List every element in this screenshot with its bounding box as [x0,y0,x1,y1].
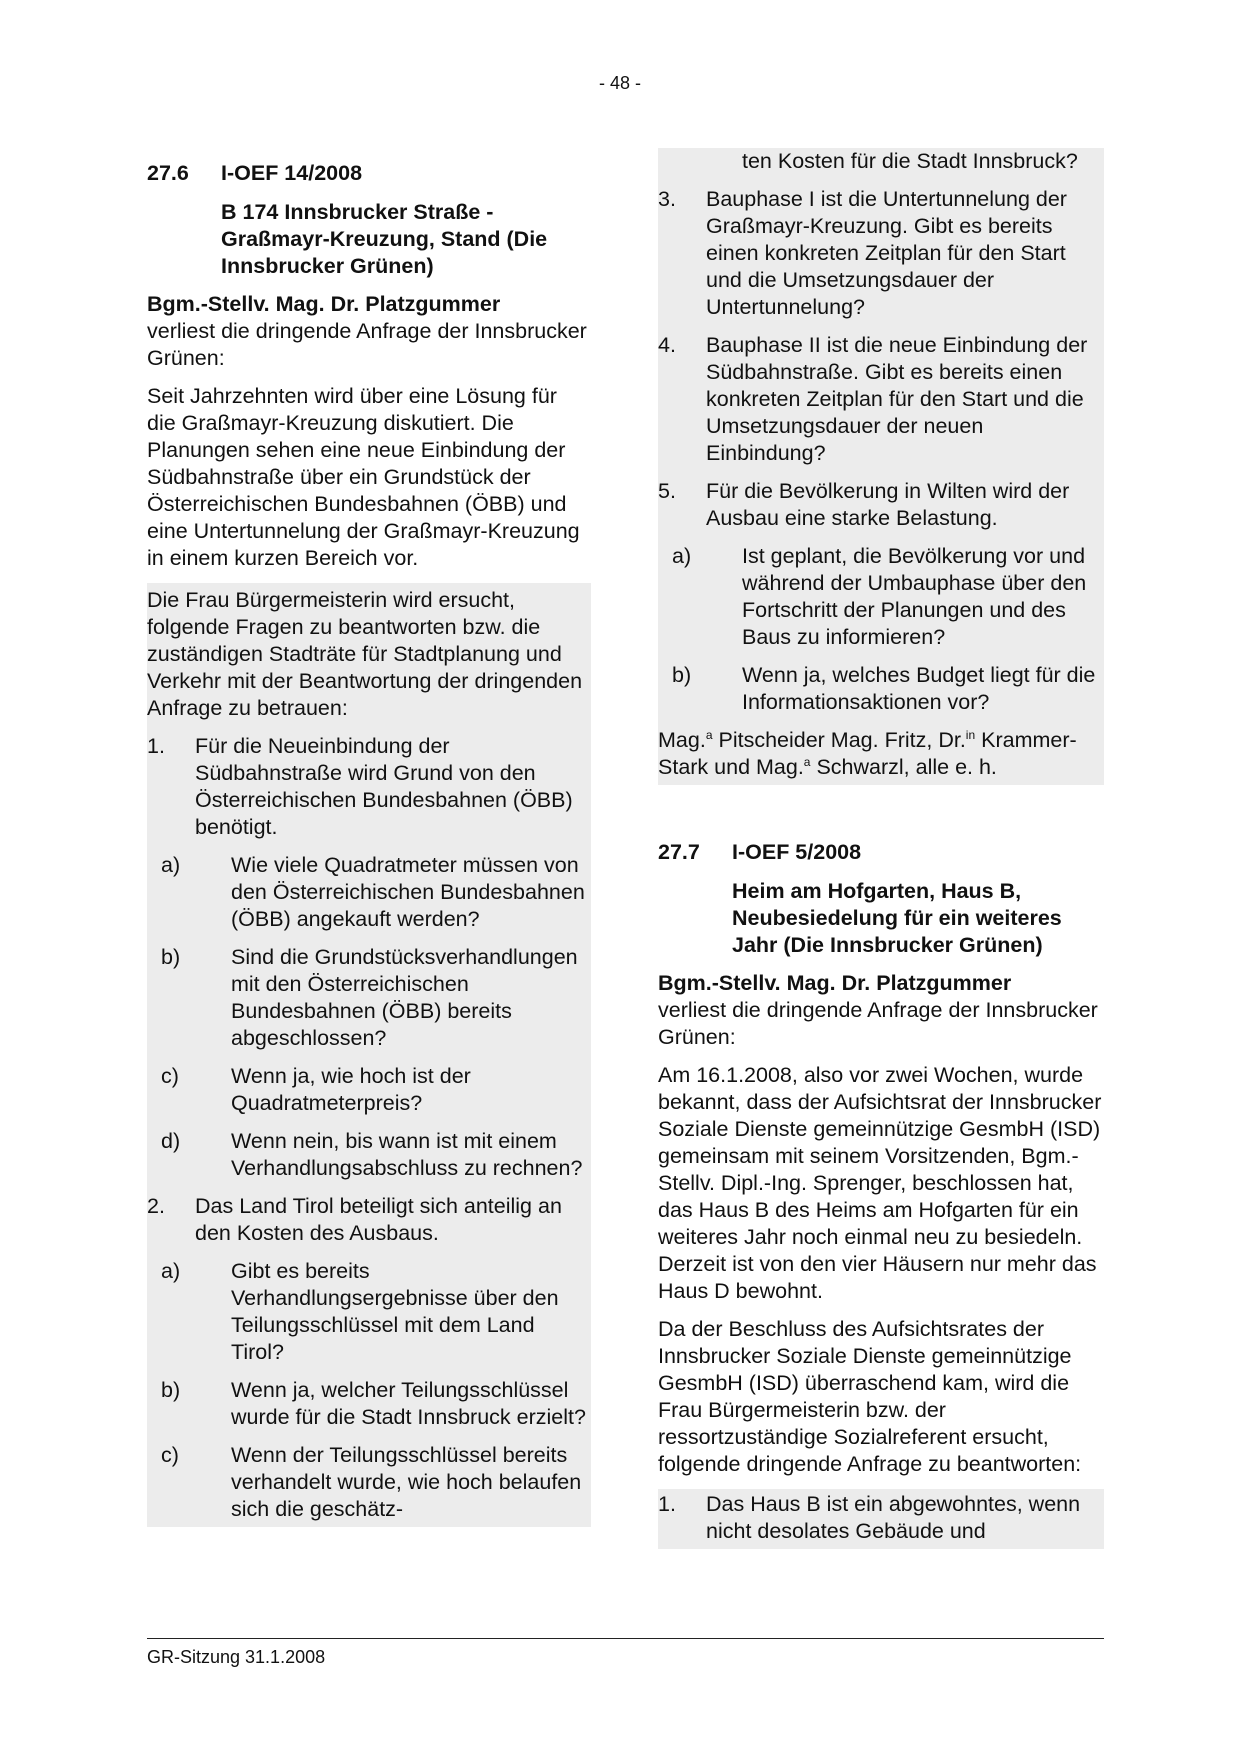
inquiry-box [147,583,591,1527]
signature-superscript: a [705,727,713,742]
item-text: Bauphase I ist die Untertunnelung der Graßmayr-Kreuzung. Gibt es bereits einen konkreten Zeitplan für den Start und die Umsetzungsdauer der Untertunnelung? [706,187,1067,319]
item-text: Wenn ja, wie hoch ist der Quadratmeterpreis? [231,1064,471,1115]
item-text: Bauphase II ist die neue Einbindung der Südbahnstraße. Gibt es bereits einen konkreten Zeitplan für den Start und die Umsetzungsdauer der neuen Einbindung? [706,333,1088,465]
question-item [658,186,1104,321]
question-item [658,1491,1104,1545]
item-text: Wenn ja, welcher Teilungsschlüssel wurde für die Stadt Innsbruck erzielt? [231,1378,586,1429]
item-text: Sind die Grundstücksverhandlungen mit den Österreichischen Bundesbahnen (ÖBB) bereits abgeschlossen? [231,945,578,1050]
body-paragraph: Da der Beschluss des Aufsichtsrates der Innsbrucker Soziale Dienste gemeinnützige GesmbH (ISD) überraschend kam, wird die Frau Bürgermeisterin bzw. der ressortzuständige Sozialreferent ersucht, folgende dringende Anfrage zu beantworten: [658,1317,1082,1476]
intro-paragraph: Seit Jahrzehnten wird über eine Lösung für die Graßmayr-Kreuzung diskutiert. Die Planungen sehen eine neue Einbindung der Südbahnstraße über ein Grundstück der Österreichischen Bundesbahnen (ÖBB) und eine Untertunnelung der Graßmayr-Kreuzung in einem kurzen Bereich vor. [147,384,580,570]
item-text: Das Land Tirol beteiligt sich anteilig an den Kosten des Ausbaus. [195,1194,562,1245]
right-column [658,148,1104,1549]
item-text: Gibt es bereits Verhandlungsergebnisse über den Teilungsschlüssel mit dem Land Tirol? [231,1259,559,1364]
sub-question-item [147,852,591,933]
section-number: 27.6 [147,161,189,185]
speaker-name: Bgm.-Stellv. Mag. Dr. Platzgummer [658,971,1012,995]
item-text: Ist geplant, die Bevölkerung vor und während der Umbauphase über den Fortschritt der Planungen und des Baus zu informieren? [742,544,1087,649]
item-marker: b) [161,945,181,969]
sub-question-item [147,1442,591,1523]
speaker-paragraph [147,291,591,372]
item-marker: a) [672,544,692,568]
footer-divider [147,1638,1104,1639]
signature-part: Schwarzl, alle e. h. [810,755,997,779]
continued-text: ten Kosten für die Stadt Innsbruck? [742,149,1078,173]
signature-part: Krammer-Stark und Mag. [658,728,1077,779]
item-marker: 4. [658,333,676,357]
section-title: Heim am Hofgarten, Haus B, Neubesiedelung für ein weiteres Jahr (Die Innsbrucker Grünen) [732,879,1062,957]
item-marker: c) [161,1064,179,1088]
section-heading-27-6 [147,160,591,187]
section-number: 27.7 [658,840,700,864]
signature-superscript: a [803,754,811,769]
speaker-paragraph [658,970,1104,1051]
sub-question-item [147,1128,591,1182]
item-marker: b) [672,663,692,687]
sub-question-item [658,543,1104,651]
item-marker: 1. [658,1492,676,1516]
item-text: Wenn ja, welches Budget liegt für die Informationsaktionen vor? [742,663,1096,714]
signature-superscript: in [965,727,976,742]
inquiry-box [658,1489,1104,1549]
item-marker: a) [161,1259,181,1283]
sub-question-item [147,944,591,1052]
question-item [658,332,1104,467]
signature-part: Mag. [658,728,706,752]
inquiry-box-continued [658,148,1104,785]
item-marker: 5. [658,479,676,503]
section-code: I-OEF 14/2008 [221,161,363,185]
question-item [147,1193,591,1247]
section-title: B 174 Innsbrucker Straße - Graßmayr-Kreuzung, Stand (Die Innsbrucker Grünen) [221,200,548,278]
request-paragraph: Die Frau Bürgermeisterin wird ersucht, folgende Fragen zu beantworten bzw. die zuständigen Stadträte für Stadtplanung und Verkehr mit der Beantwortung der dringenden Anfrage zu betrauen: [147,588,583,720]
item-text: Wenn nein, bis wann ist mit einem Verhandlungsabschluss zu rechnen? [231,1129,583,1180]
item-marker: d) [161,1129,181,1153]
section-code: I-OEF 5/2008 [732,840,862,864]
sub-question-item [147,1377,591,1431]
signature-line [658,727,1104,781]
item-marker: 1. [147,734,165,758]
item-marker: a) [161,853,181,877]
item-marker: c) [161,1443,179,1467]
sub-question-item [147,1258,591,1366]
item-marker: 2. [147,1194,165,1218]
question-item [658,478,1104,532]
sub-question-item [147,1063,591,1117]
section-heading-27-7 [658,839,1104,866]
left-column [147,160,591,1527]
item-text: Das Haus B ist ein abgewohntes, wenn nicht desolates Gebäude und [706,1492,1081,1543]
signature-part: Pitscheider Mag. Fritz, Dr. [712,728,966,752]
item-text: Wenn der Teilungsschlüssel bereits verhandelt wurde, wie hoch belaufen sich die geschätz- [231,1443,582,1521]
item-marker: b) [161,1378,181,1402]
body-paragraph: Am 16.1.2008, also vor zwei Wochen, wurde bekannt, dass der Aufsichtsrat der Innsbrucker Soziale Dienste gemeinnützige GesmbH (ISD) gemeinsam mit seinem Vorsitzenden, Bgm.-Stellv. Dipl.-Ing. Sprenger, beschlossen hat, das Haus B des Heims am Hofgarten für ein weiteres Jahr noch einmal neu zu besiedeln. Derzeit ist von den vier Häusern nur mehr das Haus D bewohnt. [658,1063,1102,1303]
speaker-action: verliest die dringende Anfrage der Innsbrucker Grünen: [147,319,587,370]
item-marker: 3. [658,187,676,211]
item-text: Wie viele Quadratmeter müssen von den Österreichischen Bundesbahnen (ÖBB) angekauft werden? [231,853,585,931]
page-number: - 48 - [598,73,641,93]
footer-text: GR-Sitzung 31.1.2008 [147,1647,326,1667]
item-text: Für die Bevölkerung in Wilten wird der Ausbau eine starke Belastung. [706,479,1070,530]
sub-question-item [658,662,1104,716]
question-item [147,733,591,841]
speaker-action: verliest die dringende Anfrage der Innsbrucker Grünen: [658,998,1098,1049]
item-text: Für die Neueinbindung der Südbahnstraße wird Grund von den Österreichischen Bundesbahnen (ÖBB) benötigt. [195,734,573,839]
speaker-name: Bgm.-Stellv. Mag. Dr. Platzgummer [147,292,501,316]
